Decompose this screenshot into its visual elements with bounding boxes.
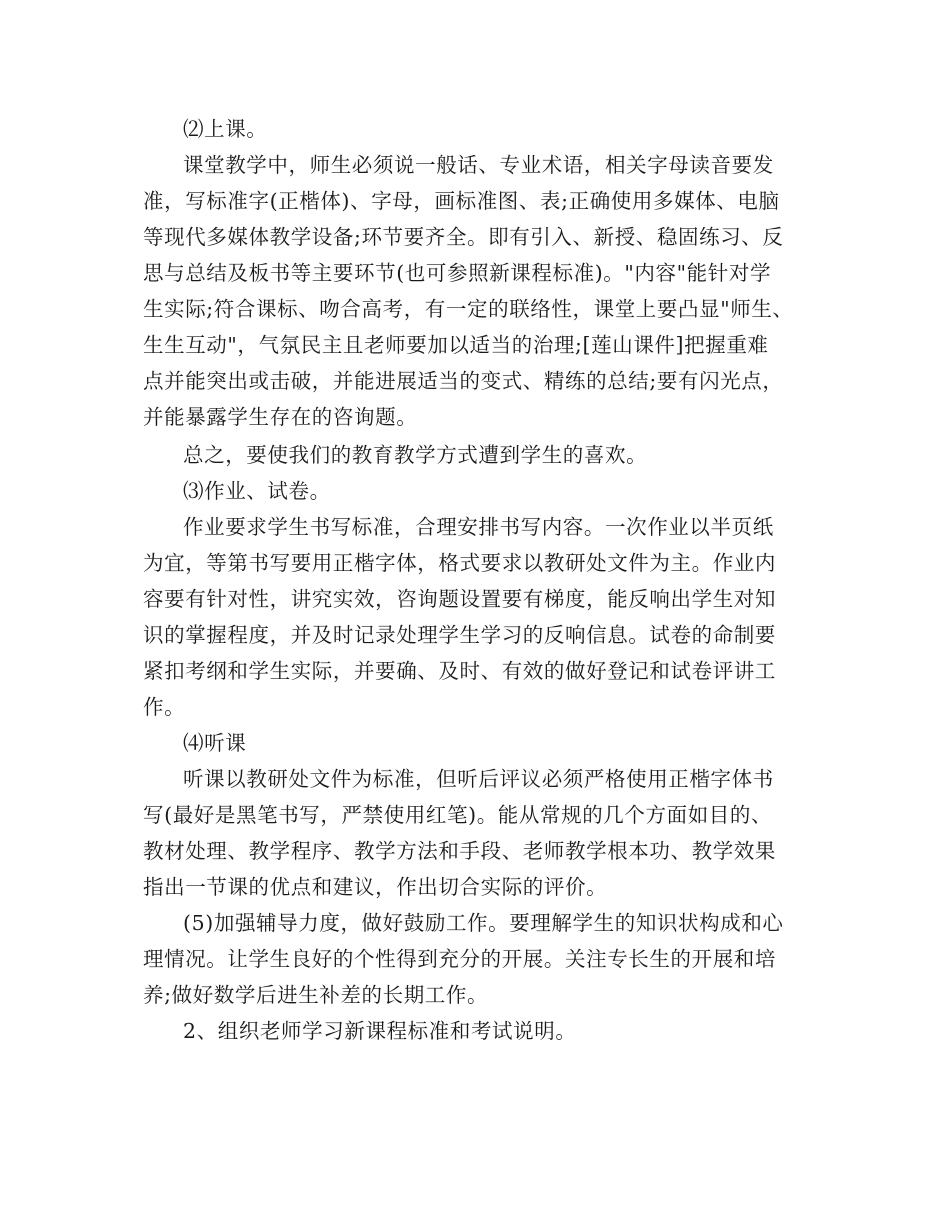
section-heading-class: ⑵上课。: [183, 117, 268, 141]
paragraph-line: 等现代多媒体教学设备;环节要齐全。即有引入、新授、稳固练习、反: [143, 225, 784, 249]
section-heading-observation: ⑷听课: [183, 731, 247, 755]
section-heading-study: 2、组织老师学习新课程标准和考试说明。: [183, 1019, 577, 1043]
paragraph-line: 指出一节课的优点和建议，作出切合实际的评价。: [143, 875, 608, 899]
paragraph-line: 识的掌握程度，并及时记录处理学生学习的反响信息。试卷的命制要: [143, 623, 776, 647]
paragraph-line: 作。: [143, 695, 186, 719]
paragraph-line: 并能暴露学生存在的咨询题。: [143, 405, 418, 429]
paragraph-line: 生生互动"，气氛民主且老师要加以适当的治理;[莲山课件]把握重难: [143, 333, 769, 357]
paragraph-line: 写(最好是黑笔书写，严禁使用红笔)。能从常规的几个方面如目的、: [143, 803, 773, 827]
paragraph-line: 为宜，等第书写要用正楷字体，格式要求以教研处文件为主。作业内: [143, 551, 776, 575]
paragraph-line: 生实际;符合课标、吻合高考，有一定的联络性，课堂上要凸显"师生、: [143, 297, 794, 321]
section-heading-tutoring: (5)加强辅导力度，做好鼓励工作。要理解学生的知识状构成和心: [183, 911, 784, 935]
paragraph-line: 作业要求学生书写标准，合理安排书写内容。一次作业以半页纸: [183, 515, 774, 539]
paragraph-line: 教材处理、教学程序、教学方法和手段、老师教学根本功、教学效果: [143, 839, 776, 863]
paragraph-line: 思与总结及板书等主要环节(也可参照新课程标准)。"内容"能针对学: [143, 261, 772, 285]
paragraph-line: 养;做好数学后进生补差的长期工作。: [143, 983, 489, 1007]
paragraph-line: 理情况。让学生良好的个性得到充分的开展。关注专长生的开展和培: [143, 947, 776, 971]
paragraph-line: 紧扣考纲和学生实际，并要确、及时、有效的做好登记和试卷评讲工: [143, 659, 776, 683]
paragraph-line: 总之，要使我们的教育教学方式遭到学生的喜欢。: [183, 443, 648, 467]
paragraph-line: 听课以教研处文件为标准，但听后评议必须严格使用正楷字体书: [183, 767, 774, 791]
section-heading-homework: ⑶作业、试卷。: [183, 479, 331, 503]
paragraph-line: 课堂教学中，师生必须说一般话、专业术语，相关字母读音要发: [183, 153, 774, 177]
paragraph-line: 点并能突出或击破，并能进展适当的变式、精练的总结;要有闪光点，: [143, 369, 784, 393]
paragraph-line: 容要有针对性，讲究实效，咨询题设置要有梯度，能反响出学生对知: [143, 587, 776, 611]
paragraph-line: 准，写标准字(正楷体)、字母，画标准图、表;正确使用多媒体、电脑: [143, 189, 780, 213]
